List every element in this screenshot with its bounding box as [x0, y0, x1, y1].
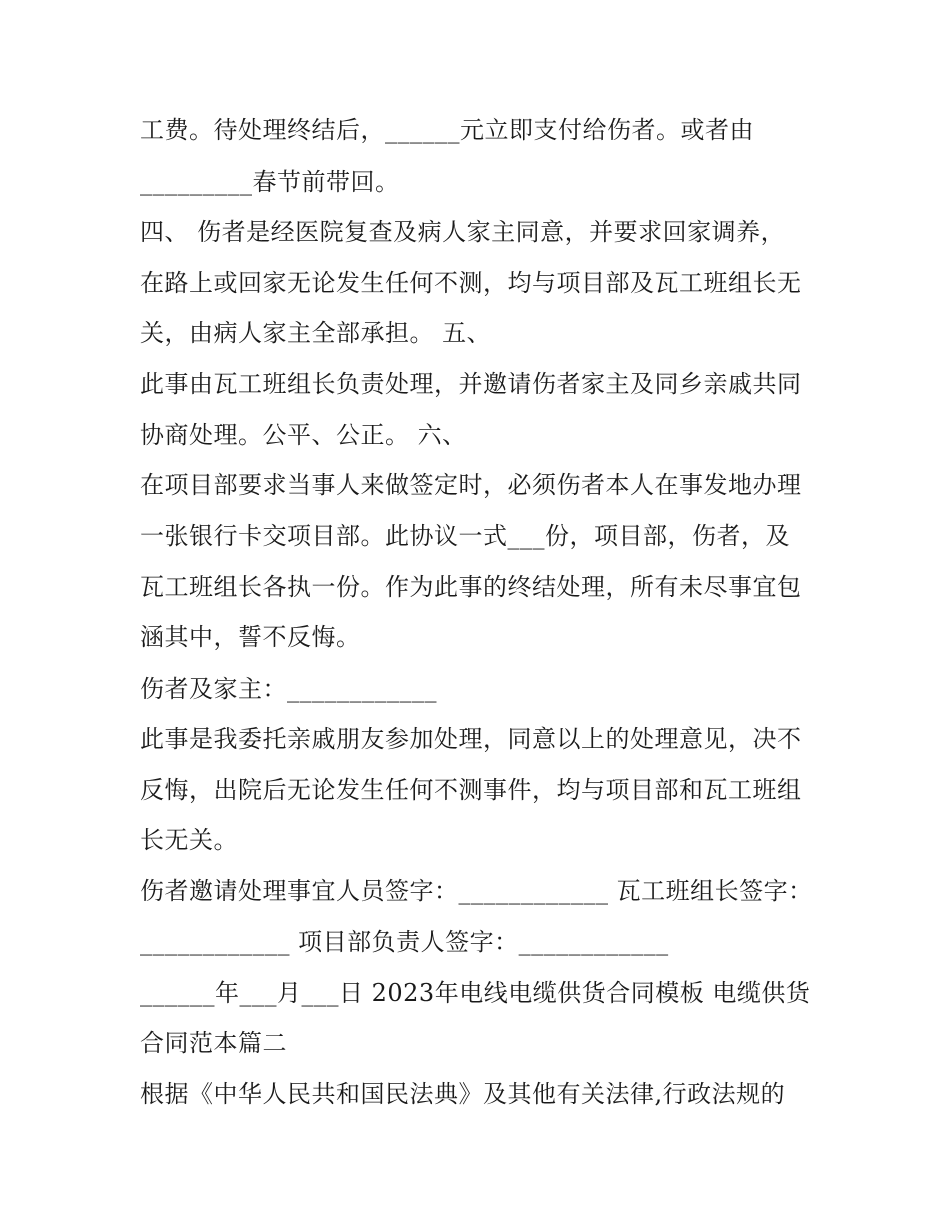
- text-line: 四、 伤者是经医院复查及病人家主同意，并要求回家调养，: [140, 218, 786, 246]
- text-line: 工费。待处理终结后，______元立即支付给伤者。或者由: [140, 116, 754, 144]
- text-line: ____________ 项目部负责人签字：____________: [140, 928, 669, 956]
- text-line: 一张银行卡交项目部。此协议一式___份，项目部，伤者，及: [140, 522, 790, 550]
- text-line: 在路上或回家无论发生任何不测，均与项目部及瓦工班组长无: [140, 269, 802, 297]
- text-line: 此事是我委托亲戚朋友参加处理，同意以上的处理意见，决不: [140, 725, 802, 753]
- text-line: 根据《中华人民共和国民法典》及其他有关法律,行政法规的: [140, 1080, 786, 1108]
- text-line: 在项目部要求当事人来做签定时，必须伤者本人在事发地办理: [140, 471, 802, 499]
- text-line: ______年___月___日 2023年电线电缆供货合同模板 电缆供货: [140, 979, 811, 1007]
- text-line: _________春节前带回。: [140, 168, 400, 196]
- text-line: 此事由瓦工班组长负责处理，并邀请伤者家主及同乡亲戚共同: [140, 370, 802, 398]
- text-line: 关，由病人家主全部承担。 五、: [140, 319, 492, 347]
- text-line: 合同范本篇二: [140, 1029, 287, 1057]
- text-line: 反悔，出院后无论发生任何不测事件，均与项目部和瓦工班组: [140, 776, 802, 804]
- text-line: 伤者邀请处理事宜人员签字：____________ 瓦工班组长签字：: [140, 877, 813, 905]
- text-line: 协商处理。公平、公正。 六、: [140, 421, 467, 449]
- text-line: 瓦工班组长各执一份。作为此事的终结处理，所有未尽事宜包: [140, 573, 802, 601]
- text-line: 涵其中，誓不反悔。: [140, 623, 361, 651]
- text-line: 伤者及家主：____________: [140, 675, 437, 703]
- text-line: 长无关。: [140, 826, 238, 854]
